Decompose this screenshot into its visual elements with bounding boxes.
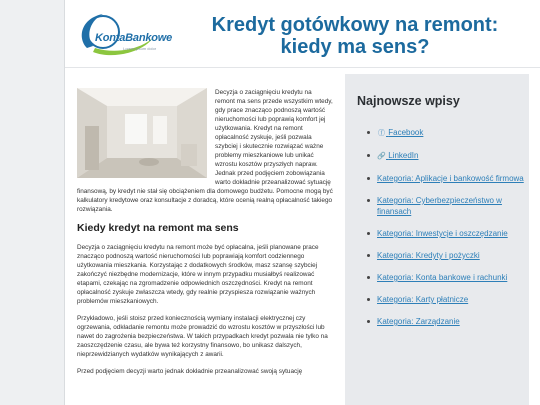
sidebar-item-facebook [367,127,529,139]
page-container [64,0,540,405]
renovation-room-image [77,88,207,178]
sidebar-item-category [367,228,529,239]
sidebar-heading: Najnowsze wpisy [357,94,460,108]
sidebar-item-category [367,195,529,217]
sidebar-item-label: LinkedIn [388,151,419,160]
sidebar-item-category [367,294,529,305]
category-link[interactable]: Kategoria: Cyberbezpieczeństwo w finansach [377,196,502,216]
category-link[interactable]: Kategoria: Kredyty i pożyczki [377,251,480,260]
sidebar-item-category [367,173,529,184]
article-content [65,74,337,405]
linkedin-link[interactable] [377,151,418,160]
sidebar-item-label: Facebook [388,128,424,137]
site-logo[interactable] [73,8,177,60]
article-paragraph: Decyzja o zaciągnięciu kredytu na remont może być opłacalna, jeśli planowane prace znacząco podnoszą wartość nieruchomości lub poprawiają komfort codziennego użytkowania mieszkania. Korzystając z dodatkowych środków, masz szansę szybciej zakończyć niezbędne modernizacje, które w innym przypadku musiałbyś realizować etapami, czekając na zgromadzenie odpowiednich oszczędności. Kredyt na remont opłacalność zyskuje zwłaszcza wtedy, gdy realnie przyspiesza rozwiązanie ważnych problemów mieszkaniowych. [77,244,319,305]
article-hero-image [77,88,207,178]
logo-subtext: Lorem ipsum dolor [123,46,157,51]
section-heading: Kiedy kredyt na remont ma sens [77,222,239,234]
article-paragraph: Przed podjęciem decyzji warto jednak dokładnie przeanalizować swoją sytuację [77,368,303,375]
sidebar-item-linkedin [367,150,529,162]
sidebar [345,74,529,405]
category-link[interactable]: Kategoria: Aplikacje i bankowość firmowa [377,174,524,183]
sidebar-item-category [367,250,529,261]
facebook-icon: ⓕ [378,130,385,137]
article-paragraph: Przykładowo, jeśli stoisz przed koniecznością wymiany instalacji elektrycznej czy ogrzewania, odkładanie remontu może prowadzić do wzrostu kosztów w przyszłości lub nawet do zagrożenia bezpieczeństwa. W takich przypadkach kredyt pozwala nie tylko na zaoszczędzenie czasu, ale bywa też korzystny finansowo, bo unikasz dalszych, nieprzewidzianych wydatków wynikających z awarii. [77,315,328,358]
article-intro: Decyzja o zaciągnięciu kredytu na remont ma sens przede wszystkim wtedy, gdy prace znacząco podnoszą wartość nieruchomości lub poprawią komfort jej użytkowania. Kredyt na remont opłacalność zyskuje, jeśli pozwala szybciej i skutecznie rozwiązać ważne problemy mieszkaniowe lub unikać wzrostu kosztów przyszłych napraw. Jednak przed podjęciem zobowiązania warto dokładnie przeanalizować sytuację finansową, by kredyt nie stał się obciążeniem dla domowego budżetu. Pomocne mogą być kalkulatory kredytowe oraz konsultacje z doradcą, które ocenią realną opłacalność takiego rozwiązania. [77,89,333,213]
logo-text: KontaBankowe [95,32,173,44]
sidebar-item-category [367,272,529,283]
sidebar-item-category [367,316,529,327]
category-link[interactable]: Kategoria: Konta bankowe i rachunki [377,273,508,282]
sidebar-list [367,127,529,327]
page-title: Kredyt gotówkowy na remont: kiedy ma sens? [211,14,499,58]
link-icon: 🔗 [377,153,386,160]
category-link[interactable]: Kategoria: Karty płatnicze [377,295,469,304]
category-link[interactable]: Kategoria: Zarządzanie [377,317,460,326]
site-header [65,0,540,68]
facebook-link[interactable] [377,128,423,137]
category-link[interactable]: Kategoria: Inwestycje i oszczędzanie [377,229,508,238]
